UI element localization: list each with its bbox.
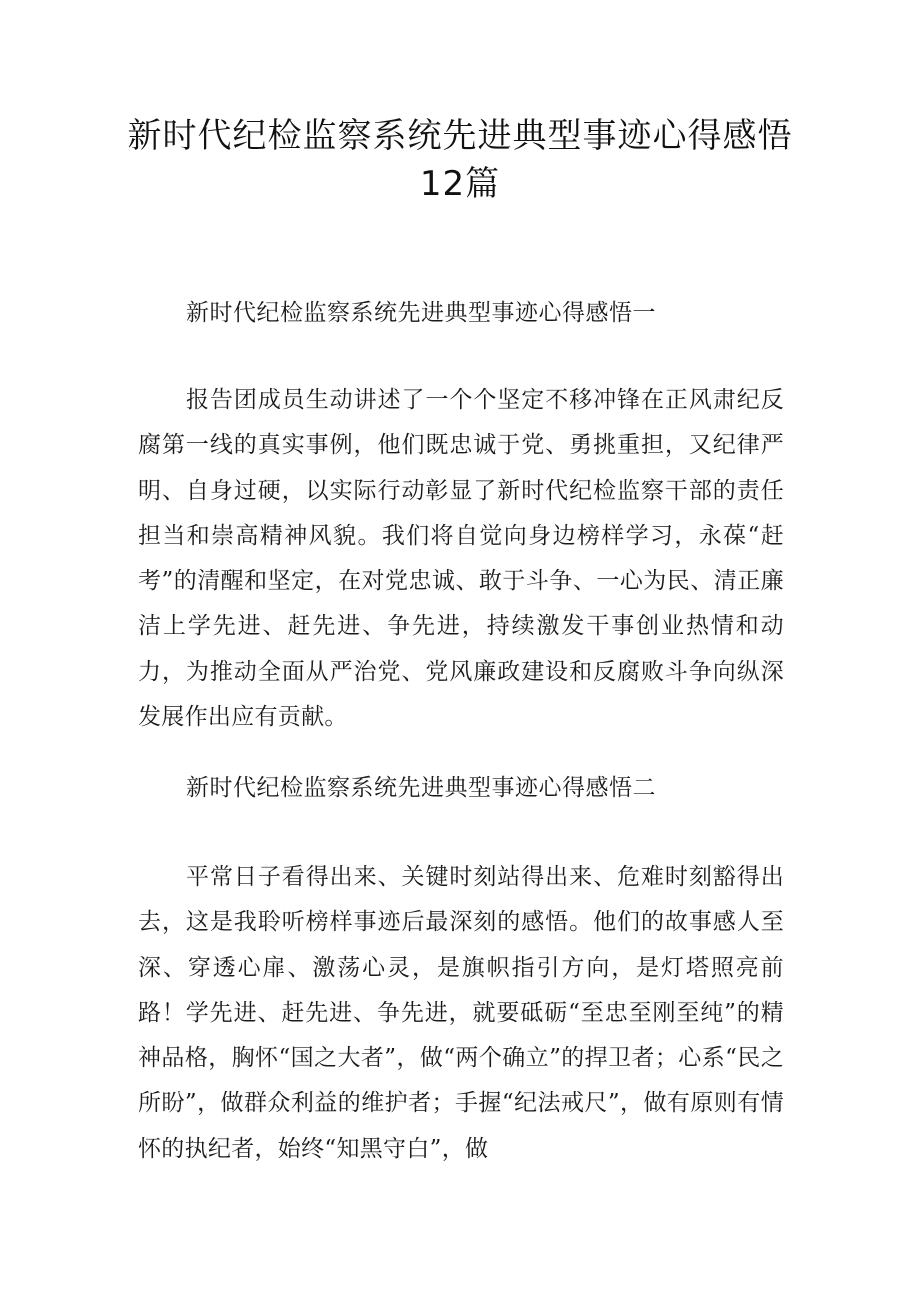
section-heading-1: 新时代纪检监察系统先进典型事迹心得感悟一 — [186, 300, 656, 326]
section-paragraph-1: 报告团成员生动讲述了一个个坚定不移冲锋在正风肃纪反腐第一线的真实事例，他们既忠诚于党、勇挑重担，又纪律严明、自身过硬，以实际行动彰显了新时代纪检监察干部的责任担当和崇高精神风貌。我们将自觉向身边榜样学习，永葆“赶考”的清醒和坚定，在对党忠诚、敢于斗争、一心为民、清正廉洁上学先进、赶先进、争先进，持续激发干事创业热情和动力，为推动全面从严治党、党风廉政建设和反腐败斗争向纵深发展作出应有贡献。 — [138, 387, 784, 731]
section-paragraph-2: 平常日子看得出来、关键时刻站得出来、危难时刻豁得出去，这是我聆听榜样事迹后最深刻的感悟。他们的故事感人至深、穿透心扉、激荡心灵，是旗帜指引方向，是灯塔照亮前路！学先进、赶先进、争先进，就要砥砺“至忠至刚至纯”的精神品格，胸怀“国之大者”，做“两个确立”的捍卫者；心系“民之所盼”，做群众利益的维护者；手握“纪法戒尺”，做有原则有情怀的执纪者，始终“知黑守白”，做 — [138, 864, 784, 1162]
document-title: 新时代纪检监察系统先进典型事迹心得感悟12篇 — [127, 116, 793, 204]
section-heading-2: 新时代纪检监察系统先进典型事迹心得感悟二 — [186, 775, 656, 801]
